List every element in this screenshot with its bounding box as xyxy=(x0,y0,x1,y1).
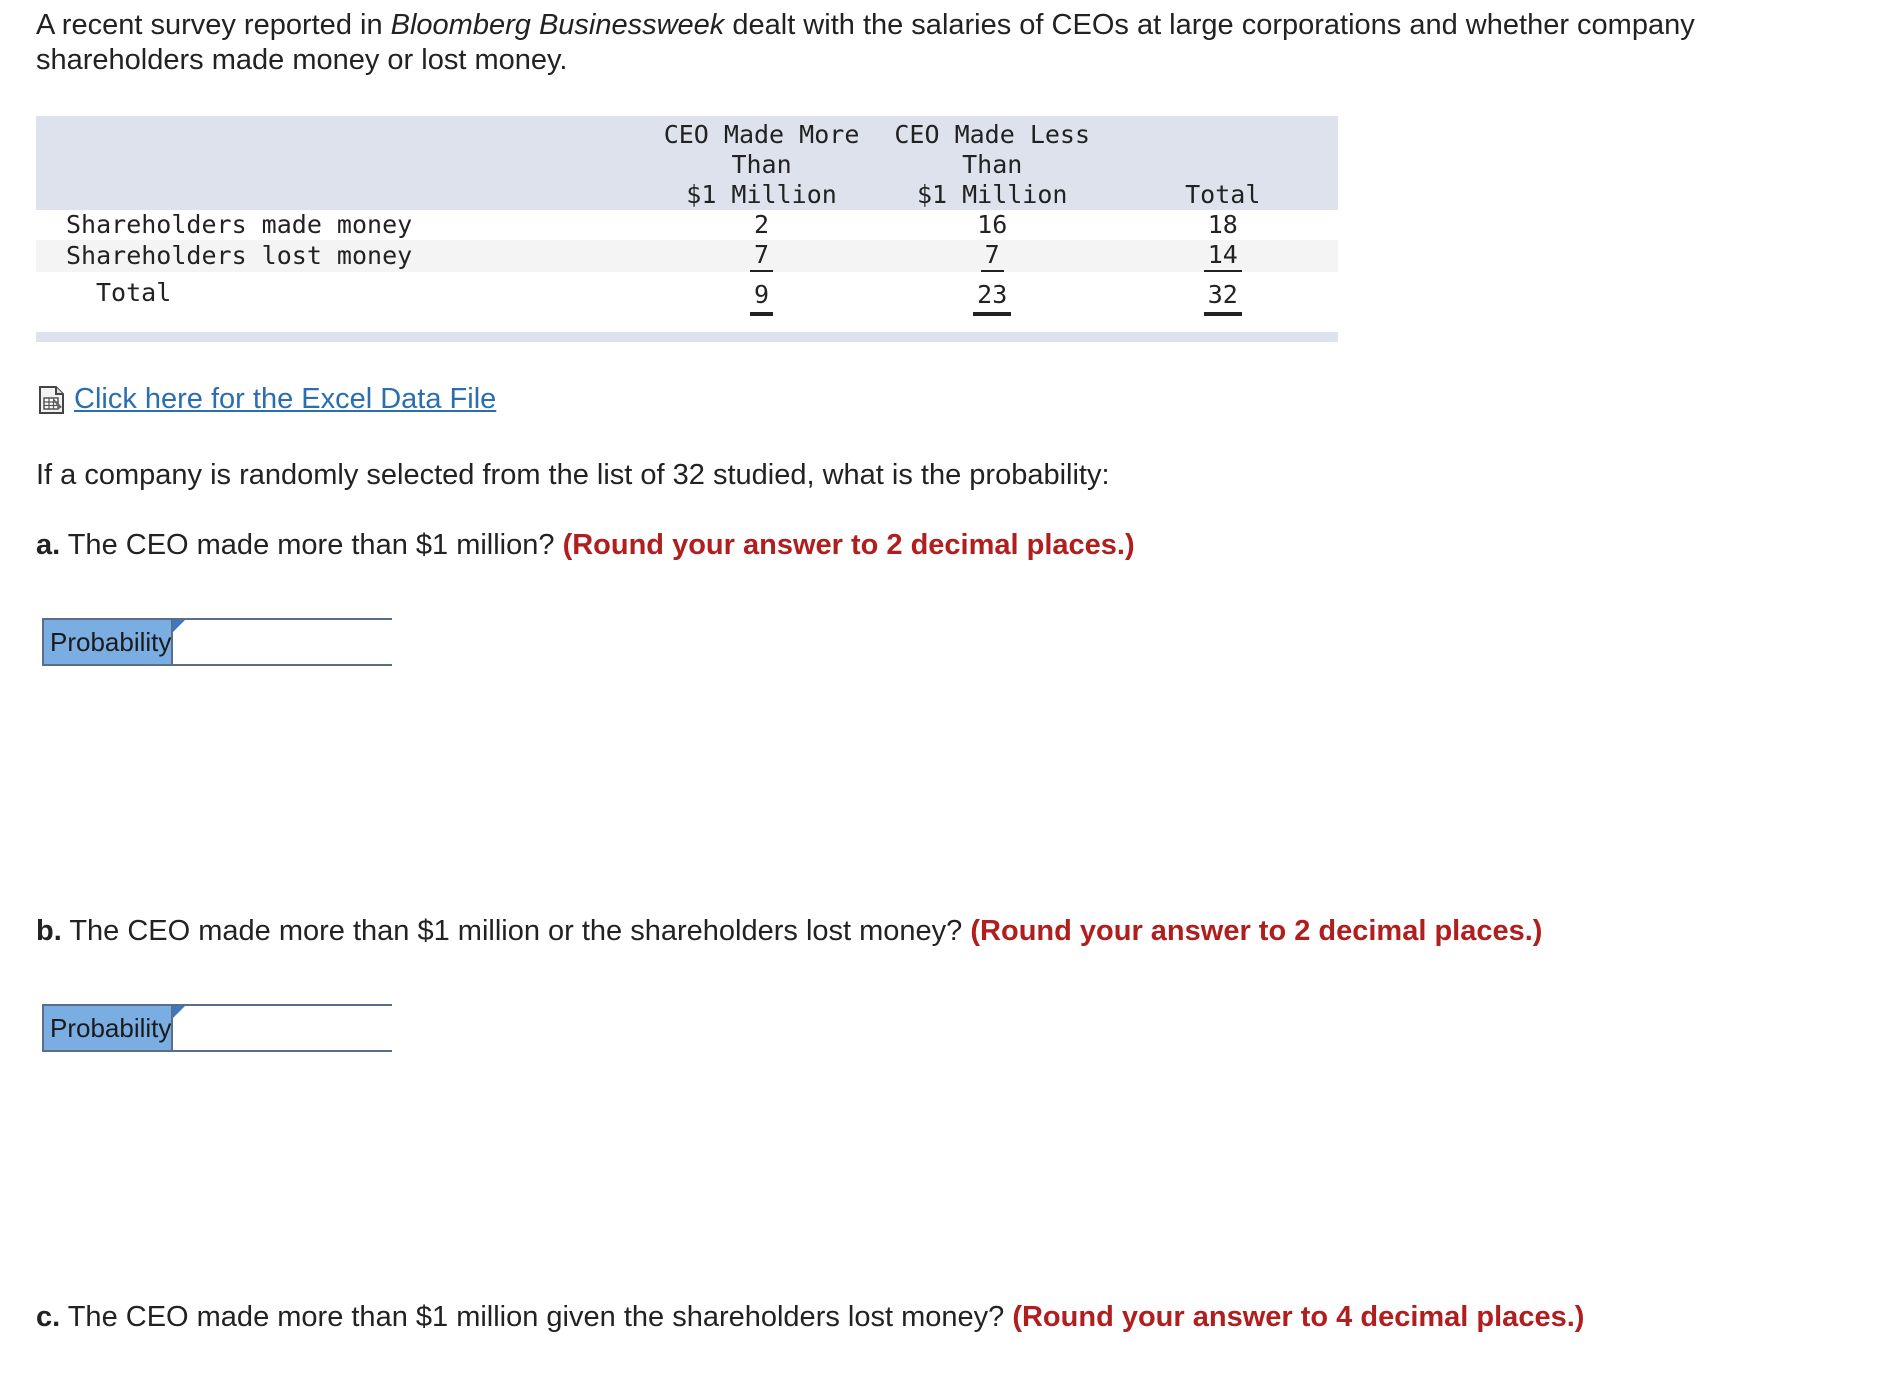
question-c-round: (Round your answer to 4 decimal places.) xyxy=(1012,1301,1585,1333)
question-b-round: (Round your answer to 2 decimal places.) xyxy=(970,915,1543,947)
row-label: Shareholders made money xyxy=(66,210,413,239)
answer-b-box xyxy=(42,1004,392,1052)
header-ceo-more: CEO Made More Than $1 Million xyxy=(663,120,860,209)
answer-a-input[interactable] xyxy=(173,620,499,664)
table-row xyxy=(36,210,1338,240)
total-value: 32 xyxy=(1204,278,1242,316)
cell-value: 7 xyxy=(750,240,773,272)
cell-value: 7 xyxy=(981,240,1004,272)
prompt-text: If a company is randomly selected from the list of 32 studied, what is the probability: xyxy=(36,459,1110,491)
intro-text xyxy=(36,8,1856,78)
row-label: Shareholders lost money xyxy=(66,241,413,270)
question-b-letter: b. xyxy=(36,915,62,947)
contingency-table xyxy=(36,116,1338,324)
intro-source: Bloomberg Businessweek xyxy=(390,9,725,41)
excel-data-link[interactable] xyxy=(36,383,496,416)
answer-b-label: Probability xyxy=(44,1006,173,1050)
answer-b-input[interactable] xyxy=(173,1006,499,1050)
total-value: 23 xyxy=(973,278,1011,316)
intro-before: A recent survey reported in xyxy=(36,9,391,41)
total-label: Total xyxy=(96,278,172,307)
header-total: Total xyxy=(1185,180,1261,209)
table-total-row xyxy=(36,272,1338,324)
table-bottom-bar xyxy=(36,332,1338,342)
question-a xyxy=(36,528,1135,563)
data-table-container xyxy=(36,116,1338,342)
question-b-text: The CEO made more than $1 million or the shareholders lost money? xyxy=(61,915,971,947)
input-marker-icon xyxy=(173,1006,185,1018)
question-a-round: (Round your answer to 2 decimal places.) xyxy=(562,529,1135,561)
total-value: 9 xyxy=(750,278,773,316)
question-c-letter: c. xyxy=(36,1301,61,1333)
cell-value: 2 xyxy=(754,210,770,239)
question-c-text: The CEO made more than $1 million given the shareholders lost money? xyxy=(60,1301,1013,1333)
question-c xyxy=(36,1300,1584,1335)
header-ceo-less: CEO Made Less Than $1 Million xyxy=(894,120,1091,209)
table-row xyxy=(36,240,1338,272)
cell-value: 16 xyxy=(977,210,1008,239)
excel-file-icon xyxy=(36,384,68,416)
answer-a-box xyxy=(42,618,392,666)
question-b xyxy=(36,914,1542,949)
excel-link-label[interactable]: Click here for the Excel Data File xyxy=(74,383,497,415)
input-marker-icon xyxy=(173,620,185,632)
cell-value: 14 xyxy=(1204,240,1242,272)
answer-a-label: Probability xyxy=(44,620,173,664)
intro-after: dealt with the salaries of CEOs at large corporations and whether company shareholders made money or lost money. xyxy=(36,9,1695,76)
header-blank xyxy=(36,116,646,210)
cell-value: 18 xyxy=(1207,210,1238,239)
question-a-text: The CEO made more than $1 million? xyxy=(60,529,563,561)
table-header-row xyxy=(36,116,1338,210)
question-a-letter: a. xyxy=(36,529,61,561)
